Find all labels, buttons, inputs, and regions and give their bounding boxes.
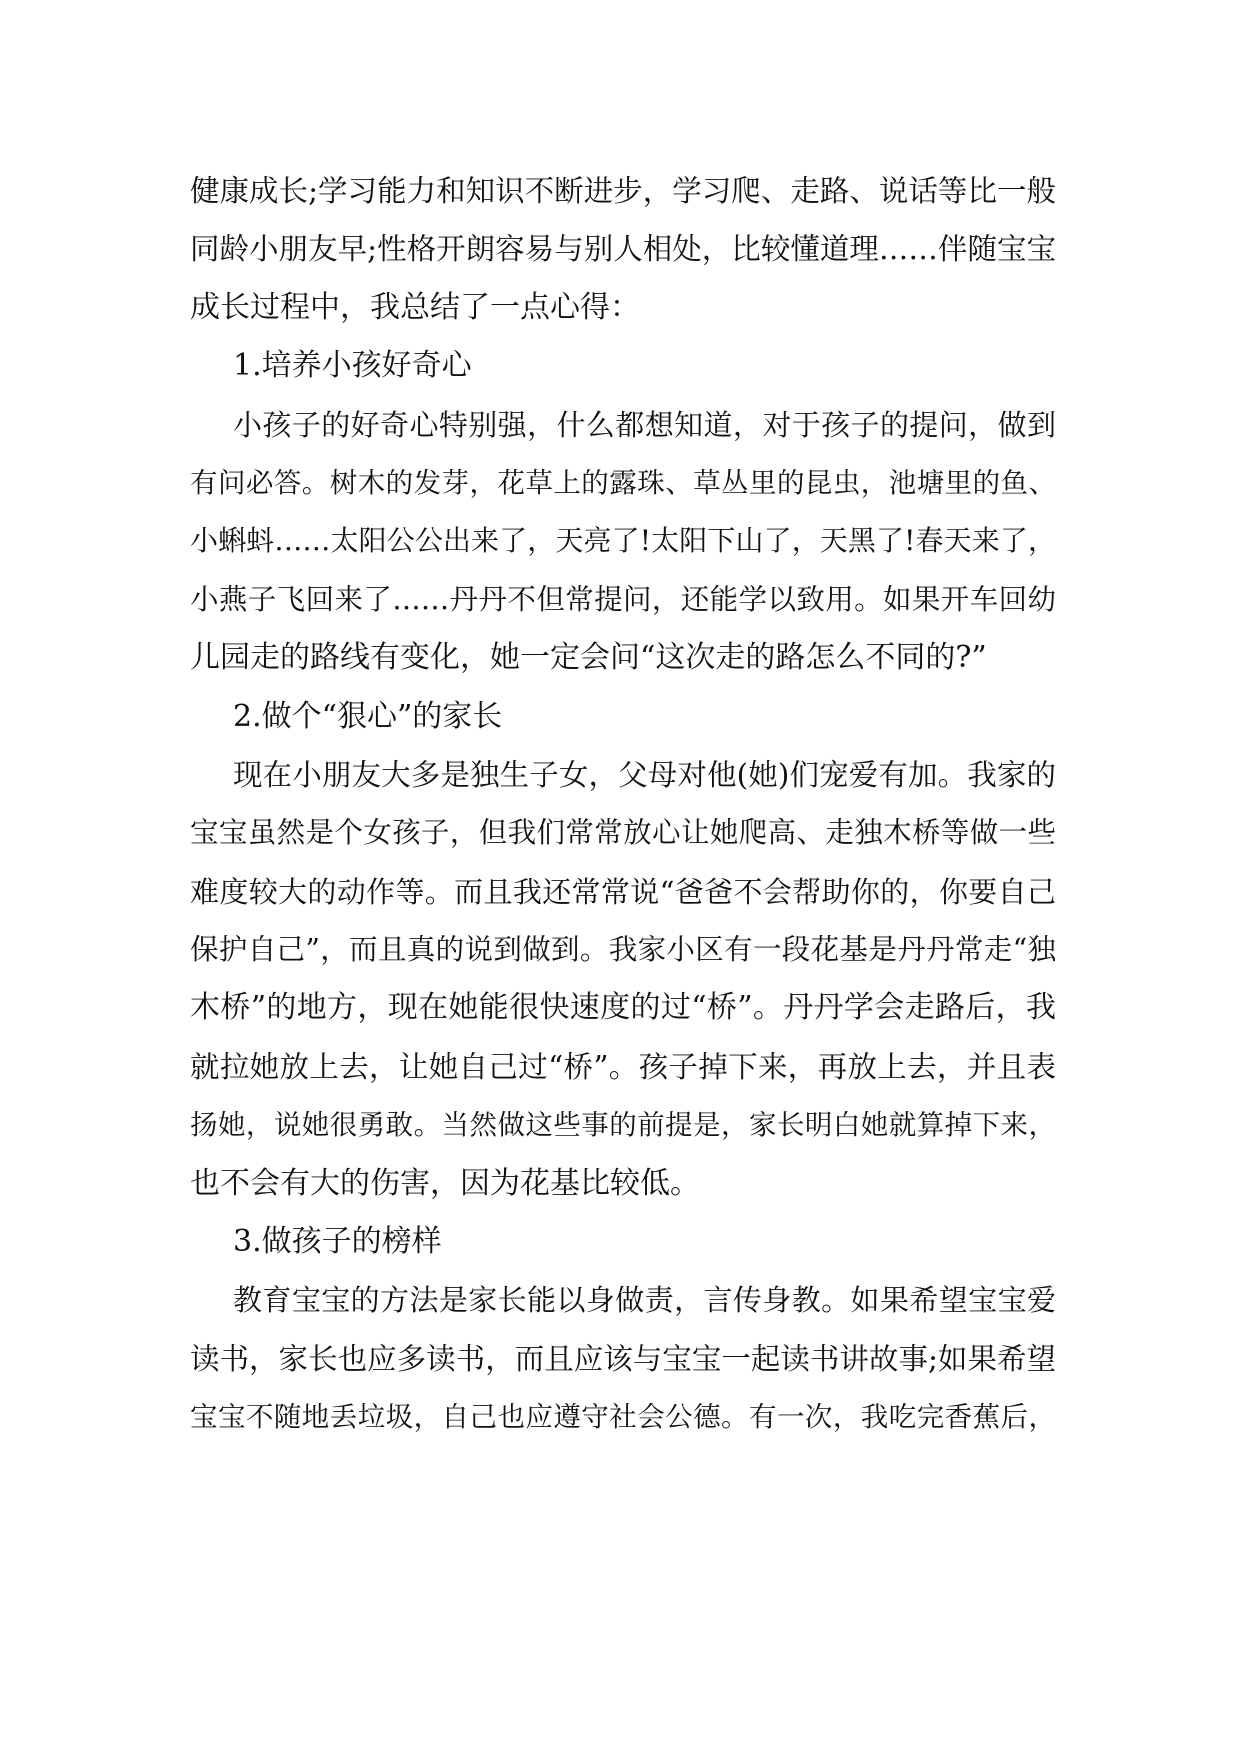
text-line: 也不会有大的伤害，因为花基比较低。 [190,1165,700,1201]
text-line: 现在小朋友大多是独生子女，父母对他(她)们宠爱有加。我家的 [233,757,1056,792]
text-line: 儿园走的路线有变化，她一定会问“这次走的路怎么不同的?” [190,640,987,676]
body-paragraph [190,746,1056,1213]
text-line: 宝宝虽然是个女孩子，但我们常常放心让她爬高、走独木桥等做一些 [190,816,1056,850]
text-line: 健康成长;学习能力和知识不断进步，学习爬、走路、说话等比一般 [190,174,1056,208]
text-line: 1.培养小孩好奇心 [233,348,472,384]
section-heading [190,688,1056,746]
section-heading [190,1213,1056,1271]
text-line: 难度较大的动作等。而且我还常常说“爸爸不会帮助你的，你要自己 [190,874,1056,909]
document-body [190,162,1056,1447]
text-line: 成长过程中，我总结了一点心得： [190,289,640,325]
body-paragraph [190,1271,1056,1446]
text-line: 就拉她放上去，让她自己过“桥”。孩子掉下来，再放上去，并且表 [190,1049,1056,1084]
text-line: 3.做孩子的榜样 [233,1224,442,1260]
text-line: 小孩子的好奇心特别强，什么都想知道，对于孩子的提问，做到 [233,407,1056,442]
text-line: 2.做个“狠心”的家长 [233,698,503,734]
text-line: 扬她，说她很勇敢。当然做这些事的前提是，家长明白她就算掉下来， [190,1109,1056,1142]
text-line: 同龄小朋友早;性格开朗容易与别人相处，比较懂道理……伴随宝宝 [190,232,1056,267]
text-line: 读书，家长也应多读书，而且应该与宝宝一起读书讲故事;如果希望 [190,1341,1056,1376]
text-line: 保护自己”，而且真的说到做到。我家小区有一段花基是丹丹常走“独 [190,933,1056,967]
text-line: 有问必答。树木的发芽，花草上的露珠、草丛里的昆虫，池塘里的鱼、 [190,466,1056,499]
text-line: 小燕子飞回来了……丹丹不但常提问，还能学以致用。如果开车回幼 [190,582,1056,616]
text-line: 小蝌蚪……太阳公公出来了，天亮了!太阳下山了，天黑了!春天来了， [190,524,1056,558]
section-heading [190,337,1056,395]
text-line: 木桥”的地方，现在她能很快速度的过“桥”。丹丹学会走路后，我 [190,990,1056,1026]
text-line: 教育宝宝的方法是家长能以身做责，言传身教。如果希望宝宝爱 [233,1283,1056,1318]
text-line: 宝宝不随地丢垃圾，自己也应遵守社会公德。有一次，我吃完香蕉后， [190,1401,1056,1434]
body-paragraph [190,396,1056,688]
body-paragraph [190,162,1056,337]
